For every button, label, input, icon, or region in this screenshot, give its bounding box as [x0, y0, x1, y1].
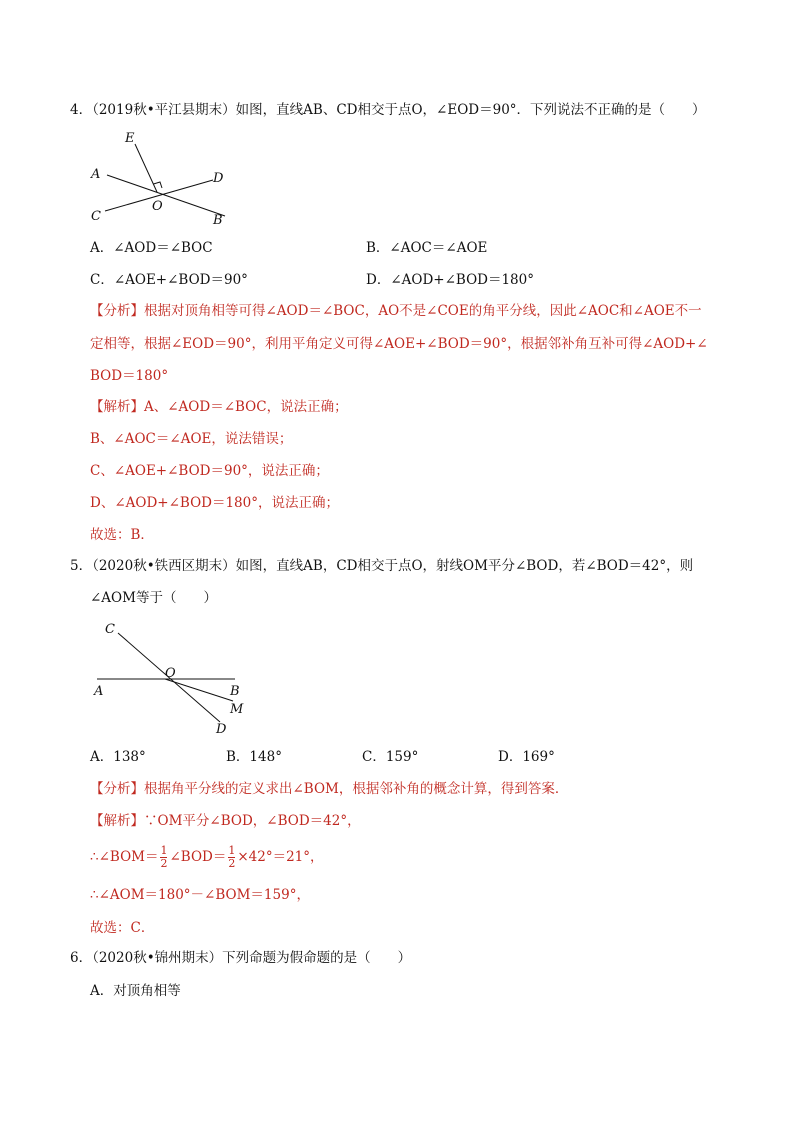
q5-option-c: C．159°	[362, 749, 419, 765]
frac-num-1: 1	[160, 844, 168, 857]
q4-analysis-3: BOD＝180°	[90, 368, 169, 384]
q4-analysis-2: 定相等，根据∠EOD＝90°，利用平角定义可得∠AOE+∠BOD＝90°，根据邻补角互补可得∠AOD+∠	[90, 336, 708, 352]
label-d: D	[216, 722, 227, 737]
q4-solution-3: C、∠AOE+∠BOD＝90°，说法正确；	[90, 463, 329, 479]
q6-option-a: A．对顶角相等	[90, 983, 181, 999]
q5-figure	[85, 615, 255, 740]
frac-den-2: 2	[228, 857, 236, 870]
q4-figure	[85, 128, 245, 228]
q4-solution-2: B、∠AOC＝∠AOE，说法错误；	[90, 431, 293, 447]
label-b: B	[230, 684, 240, 699]
q4-option-a: A．∠AOD＝∠BOC	[90, 240, 213, 256]
frac-den-1: 2	[160, 857, 168, 870]
label-c: C	[91, 209, 101, 224]
q5-stem-2: ∠AOM等于（ ）	[90, 590, 217, 606]
label-d: D	[213, 171, 224, 186]
label-c: C	[105, 622, 115, 637]
q6-stem: 6．（2020秋•锦州期末）下列命题为假命题的是（ ）	[70, 950, 412, 966]
q5-analysis: 【分析】根据角平分线的定义求出∠BOM，根据邻补角的概念计算，得到答案．	[90, 781, 569, 797]
q5-solution-3: ∴∠AOM＝180°－∠BOM＝159°，	[90, 887, 310, 903]
q5-solution-2	[90, 842, 324, 872]
fraction-1	[160, 845, 167, 870]
label-o: O	[165, 666, 176, 681]
q4-answer: 故选：B．	[90, 527, 154, 543]
q5-stem-1: 5．（2020秋•铁西区期末）如图，直线AB，CD相交于点O，射线OM平分∠BOD，若∠BOD＝42°，则	[70, 558, 694, 574]
q5-option-a: A．138°	[90, 749, 146, 765]
q4-option-b: B．∠AOC＝∠AOE	[366, 240, 488, 256]
label-e: E	[125, 131, 135, 146]
frac-num-2: 1	[228, 844, 236, 857]
q5-solution-2-post: ×42°＝21°，	[237, 849, 324, 865]
q4-stem: 4．（2019秋•平江县期末）如图，直线AB、CD相交于点O，∠EOD＝90°．下列说法不正确的是（ ）	[70, 102, 706, 118]
q4-option-c: C．∠AOE+∠BOD＝90°	[90, 272, 248, 288]
label-o: O	[152, 199, 163, 214]
label-m: M	[230, 702, 244, 717]
label-a: A	[94, 684, 104, 699]
q5-option-b: B．148°	[226, 749, 282, 765]
q4-analysis-1: 【分析】根据对顶角相等可得∠AOD＝∠BOC，AO不是∠COE的角平分线，因此∠AOC和∠AOE不一	[90, 303, 702, 319]
q5-solution-2-mid: ∠BOD＝	[169, 849, 227, 865]
q4-solution-1: 【解析】A、∠AOD＝∠BOC，说法正确；	[90, 399, 348, 415]
q5-solution-2-pre: ∴∠BOM＝	[90, 849, 159, 865]
q4-solution-4: D、∠AOD+∠BOD＝180°，说法正确；	[90, 495, 339, 511]
line-eo	[135, 144, 157, 192]
q5-solution-1: 【解析】∵OM平分∠BOD，∠BOD＝42°，	[90, 813, 361, 829]
label-b: B	[213, 213, 223, 228]
ray-om	[165, 679, 233, 701]
label-a: A	[91, 167, 101, 182]
fraction-2	[228, 845, 235, 870]
q5-answer: 故选：C．	[90, 920, 155, 936]
q4-option-d: D．∠AOD+∠BOD＝180°	[366, 272, 534, 288]
q5-option-d: D．169°	[498, 749, 555, 765]
